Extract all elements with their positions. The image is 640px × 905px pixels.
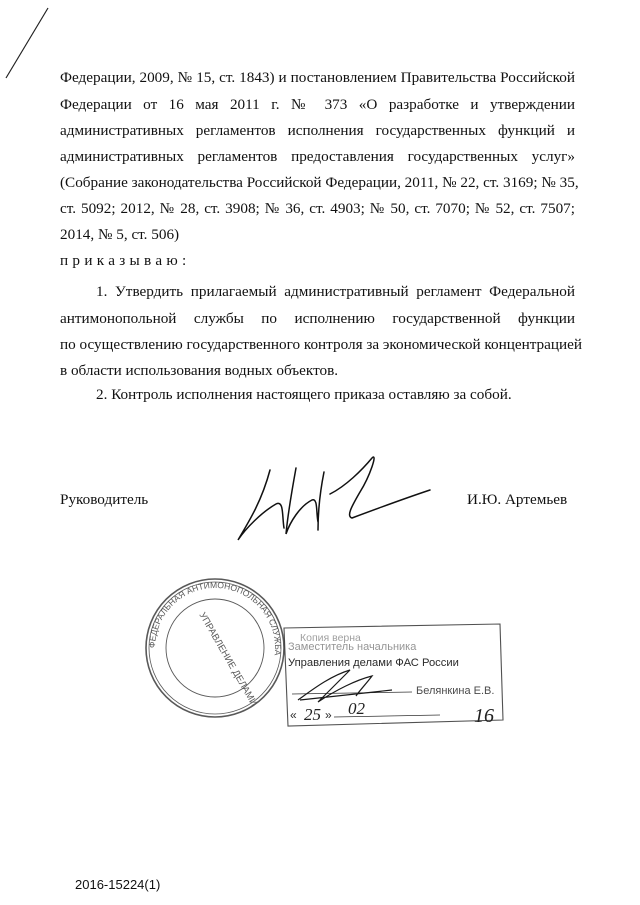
seal-outer-text: ФЕДЕРАЛЬНАЯ АНТИМОНОПОЛЬНАЯ СЛУЖБА bbox=[146, 579, 284, 656]
intro-line-3: административных регламентов исполнения государственных функций и bbox=[60, 122, 575, 139]
copy-stamp-date-day: 25 bbox=[304, 705, 321, 724]
copy-stamp-quote-close: » bbox=[325, 708, 332, 722]
copy-stamp-date-month: 02 bbox=[348, 699, 365, 718]
item1-line-3: по осуществлению государственного контроля за экономической концентрацией bbox=[60, 336, 583, 353]
copy-stamp-quote-open: « bbox=[290, 708, 297, 722]
item1-line-4: в области использования водных объектов. bbox=[60, 362, 339, 379]
copy-stamp-line2: Заместитель начальника bbox=[288, 641, 417, 653]
copy-stamp-date-year: 16 bbox=[474, 705, 494, 727]
copy-stamp bbox=[284, 624, 503, 727]
signatory-name: И.Ю. Артемьев bbox=[467, 491, 568, 508]
copy-stamp-line3: Управления делами ФАС России bbox=[288, 657, 459, 669]
item2-line: 2. Контроль исполнения настоящего приказа оставляю за собой. bbox=[96, 386, 512, 403]
copy-stamp-line1: Копия верна bbox=[300, 632, 361, 644]
seal-inner-text: УПРАВЛЕНИЕ ДЕЛАМИ bbox=[196, 610, 260, 709]
intro-line-5: (Собрание законодательства Российской Федерации, 2011, № 22, ст. 3169; № 35, bbox=[60, 174, 579, 191]
signatory-title: Руководитель bbox=[60, 491, 149, 508]
intro-line-4: административных регламентов предоставления государственных услуг» bbox=[60, 148, 575, 165]
intro-line-6: ст. 5092; 2012, № 28, ст. 3908; № 36, ст. 4903; № 50, ст. 7070; № 52, ст. 7507; bbox=[60, 200, 575, 217]
intro-line-1: Федерации, 2009, № 15, ст. 1843) и постановлением Правительства Российской bbox=[60, 69, 575, 86]
main-signature bbox=[238, 457, 430, 540]
stamp-signature bbox=[298, 670, 392, 702]
round-seal bbox=[146, 579, 284, 717]
item1-line-1: 1. Утвердить прилагаемый административный регламент Федеральной bbox=[96, 283, 575, 300]
intro-line-7: 2014, № 5, ст. 506) bbox=[60, 226, 180, 243]
document-number: 2016-15224(1) bbox=[75, 877, 161, 892]
order-word: приказываю: bbox=[60, 252, 191, 269]
intro-line-2: Федерации от 16 мая 2011 г. № 373 «О разработке и утверждении bbox=[60, 96, 575, 113]
item1-line-2: антимонопольной службы по исполнению государственной функции bbox=[60, 310, 575, 327]
copy-stamp-line4: Белянкина Е.В. bbox=[416, 685, 495, 697]
